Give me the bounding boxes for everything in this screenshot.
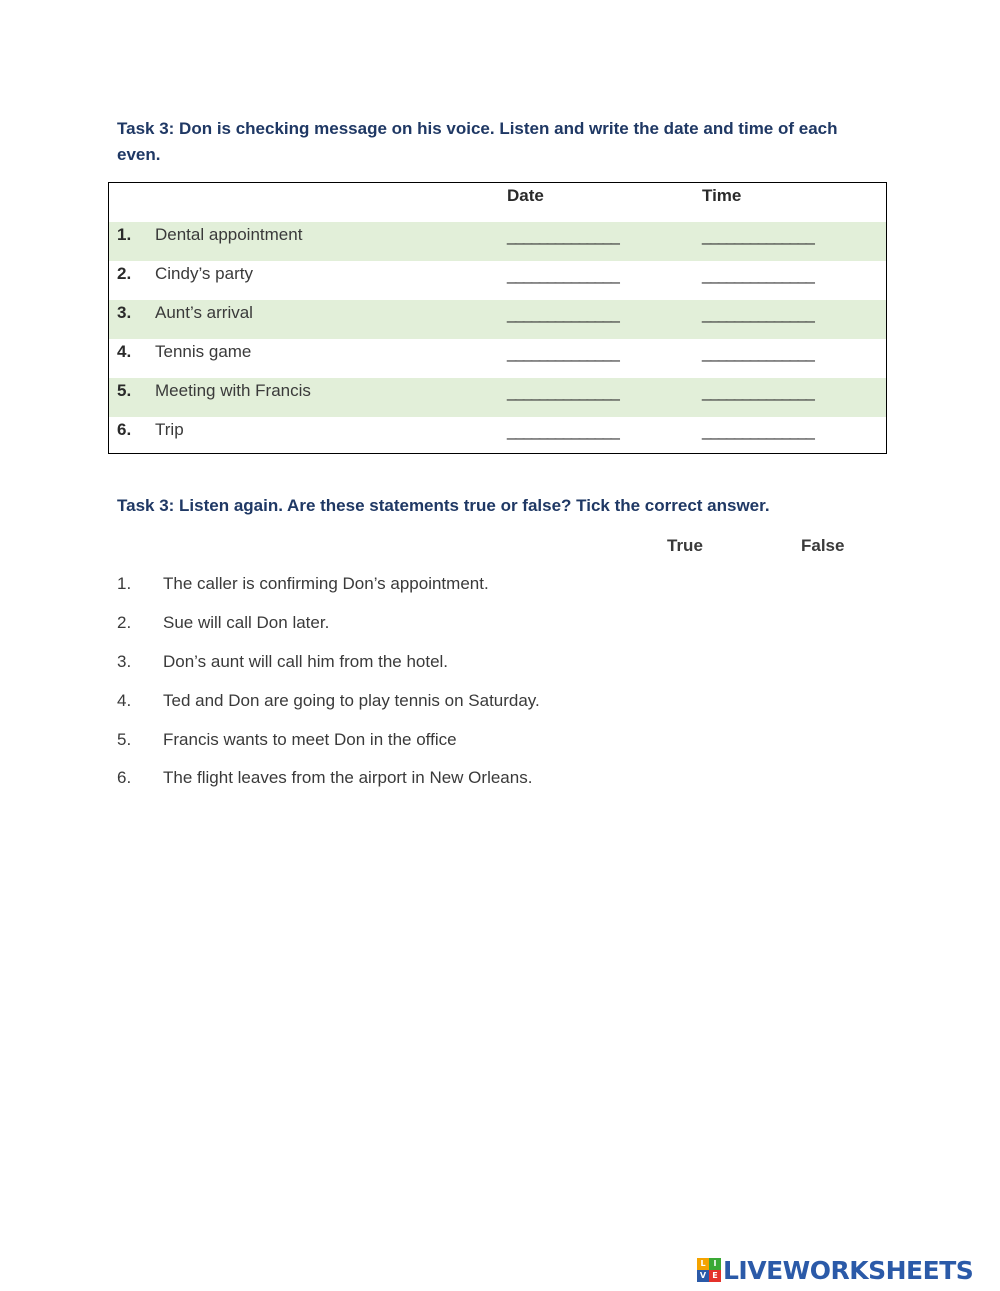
time-answer-blank[interactable]: ______________	[702, 421, 814, 440]
table-header	[109, 183, 886, 222]
statement-text: Ted and Don are going to play tennis on Saturday.	[163, 691, 540, 710]
statement-item	[117, 571, 817, 597]
false-column-header: False	[801, 536, 845, 555]
logo-icon	[697, 1258, 721, 1282]
table-row	[109, 378, 886, 417]
true-column-header: True	[667, 536, 703, 555]
statement-number: 4.	[117, 691, 132, 710]
statement-text: The caller is confirming Don’s appointment.	[163, 574, 489, 593]
row-number: 2.	[117, 264, 132, 283]
statement-text: The flight leaves from the airport in New Orleans.	[163, 768, 533, 787]
statement-number: 5.	[117, 730, 132, 749]
table-row	[109, 300, 886, 339]
statement-item	[117, 765, 817, 791]
statement-item	[117, 649, 817, 675]
statement-number: 6.	[117, 768, 132, 787]
table-row	[109, 222, 886, 261]
date-answer-blank[interactable]: ______________	[507, 343, 619, 362]
logo-letter-l: L	[697, 1258, 709, 1270]
event-label: Meeting with Francis	[155, 381, 311, 400]
table-row	[109, 417, 886, 456]
event-label: Aunt’s arrival	[155, 303, 253, 322]
time-answer-blank[interactable]: ______________	[702, 382, 814, 401]
row-number: 4.	[117, 342, 132, 361]
time-answer-blank[interactable]: ______________	[702, 265, 814, 284]
statement-text: Don’s aunt will call him from the hotel.	[163, 652, 449, 671]
time-column-header: Time	[702, 186, 742, 205]
date-answer-blank[interactable]: ______________	[507, 421, 619, 440]
event-label: Cindy’s party	[155, 264, 253, 283]
statement-number: 3.	[117, 652, 132, 671]
date-answer-blank[interactable]: ______________	[507, 226, 619, 245]
date-answer-blank[interactable]: ______________	[507, 382, 619, 401]
time-answer-blank[interactable]: ______________	[702, 226, 814, 245]
logo-text: LIVEWORKSHEETS	[723, 1255, 974, 1285]
event-label: Trip	[155, 420, 184, 439]
time-answer-blank[interactable]: ______________	[702, 304, 814, 323]
date-answer-blank[interactable]: ______________	[507, 265, 619, 284]
statement-text: Sue will call Don later.	[163, 613, 330, 632]
date-time-table	[108, 182, 887, 454]
statement-item	[117, 688, 817, 714]
task1-title: Task 3: Don is checking message on his voice. Listen and write the date and time of each even.	[117, 119, 838, 164]
row-number: 1.	[117, 225, 132, 244]
table-row	[109, 261, 886, 300]
event-label: Dental appointment	[155, 225, 303, 244]
liveworksheets-logo	[697, 1254, 973, 1286]
logo-letter-i: I	[709, 1258, 721, 1270]
date-column-header: Date	[507, 186, 544, 205]
statement-item	[117, 727, 817, 753]
task2-title: Task 3: Listen again. Are these statements true or false? Tick the correct answer.	[117, 496, 770, 515]
date-answer-blank[interactable]: ______________	[507, 304, 619, 323]
statement-number: 1.	[117, 574, 132, 593]
logo-letter-v: V	[697, 1270, 709, 1282]
statement-text: Francis wants to meet Don in the office	[163, 730, 457, 749]
row-number: 3.	[117, 303, 132, 322]
table-row	[109, 339, 886, 378]
statement-number: 2.	[117, 613, 132, 632]
row-number: 6.	[117, 420, 132, 439]
row-number: 5.	[117, 381, 132, 400]
logo-letter-e: E	[709, 1270, 721, 1282]
statement-item	[117, 610, 817, 636]
time-answer-blank[interactable]: ______________	[702, 343, 814, 362]
event-label: Tennis game	[155, 342, 252, 361]
